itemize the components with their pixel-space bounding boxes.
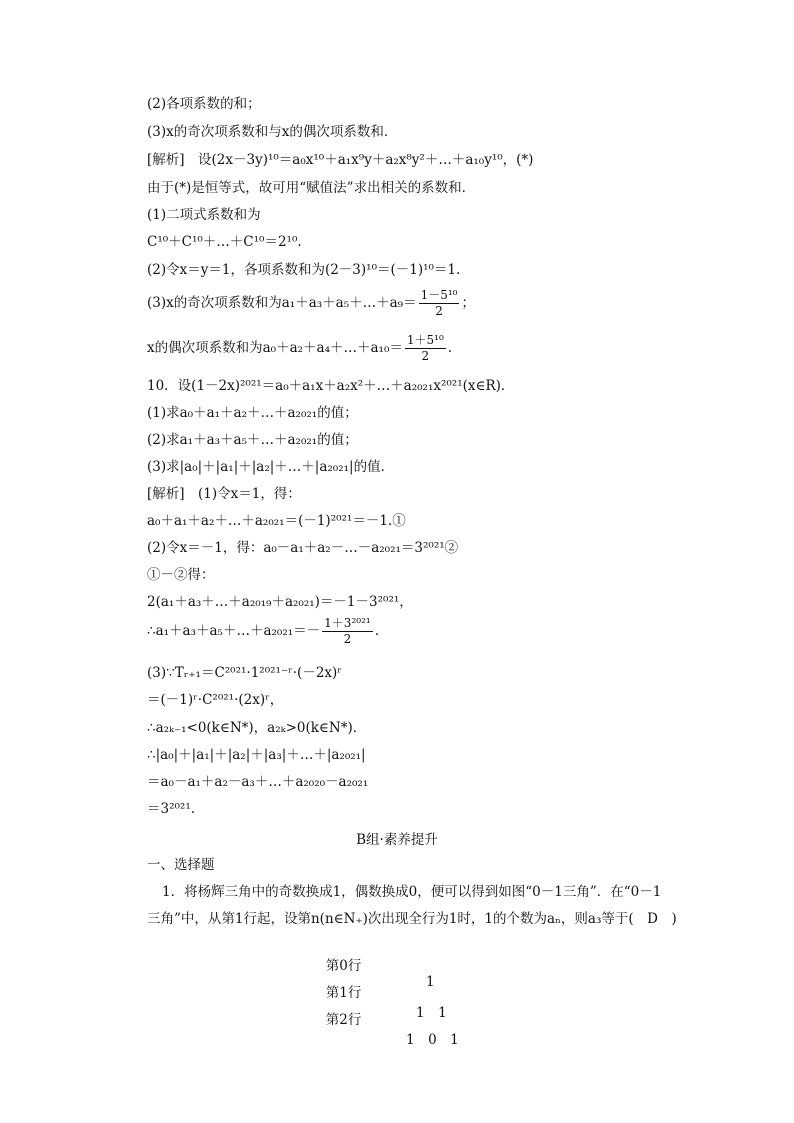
text-line: 2(a₁＋a₃＋…＋a₂₀₁₉＋a₂₀₂₁)＝－1－3²⁰²¹， [147, 594, 413, 610]
fraction-denominator: 2 [343, 632, 352, 646]
text-line: ＝3²⁰²¹. [147, 801, 196, 817]
fraction [419, 288, 460, 319]
text-line: ＝(－1)ʳ·C²⁰²¹·(2x)ʳ， [147, 692, 284, 708]
row-values: 1 [426, 974, 435, 990]
text-line: (3)x的奇次项系数和与x的偶次项系数和． [147, 124, 398, 140]
subheading: 一、选择题 [147, 857, 215, 873]
text-line: [解析] 设(2x－3y)¹⁰＝a₀x¹⁰＋a₁x⁹y＋a₂x⁸y²＋…＋a₁₀y¹⁰，(*) [147, 152, 534, 168]
fraction [405, 333, 446, 364]
formula-line [147, 333, 452, 364]
text-segment: x的偶次项系数和为a₀＋a₂＋a₄＋…＋a₁₀＝ [147, 340, 403, 356]
text-line: 10．设(1－2x)²⁰²¹＝a₀＋a₁x＋a₂x²＋…＋a₂₀₂₁x²⁰²¹(x∈R)． [147, 378, 515, 394]
row-label: 第0行 [325, 958, 362, 974]
fraction-numerator: 1－5¹⁰ [420, 288, 458, 302]
text-line: (2)令x＝y＝1，各项系数和为(2－3)¹⁰＝(－1)¹⁰＝1. [147, 262, 461, 278]
row-label: 第1行 [325, 985, 362, 1001]
fraction-numerator: 1＋5¹⁰ [406, 333, 444, 347]
section-title: B组·素养提升 [356, 832, 438, 848]
text-line: [解析] (1)令x＝1，得： [147, 486, 301, 502]
fraction-denominator: 2 [435, 304, 443, 318]
text-line: ∴|a₀|＋|a₁|＋|a₂|＋|a₃|＋…＋|a₂₀₂₁| [147, 747, 366, 763]
row-label: 第2行 [325, 1012, 362, 1028]
text-line: a₀＋a₁＋a₂＋…＋a₂₀₂₁＝(－1)²⁰²¹＝－1.① [147, 513, 406, 529]
fraction-numerator: 1＋3²⁰²¹ [324, 616, 371, 630]
text-line: (3)求|a₀|＋|a₁|＋|a₂|＋…＋|a₂₀₂₁|的值． [147, 459, 395, 475]
text-line: (1)二项式系数和为 [147, 207, 261, 223]
text-segment: . [447, 340, 453, 356]
formula-line [147, 616, 379, 647]
fraction-denominator: 2 [421, 349, 430, 363]
text-line: (2)各项系数的和； [147, 96, 261, 112]
formula-line [147, 288, 475, 319]
text-segment: (3)x的奇次项系数和为a₁＋a₃＋a₅＋…＋a₉＝ [147, 295, 417, 311]
row-values: 1 1 [416, 1005, 447, 1021]
question-line-2: 三角”中，从第1行起，设第n(n∈N₊)次出现全行为1时，1的个数为aₙ，则a₃等于( D ) [147, 911, 677, 927]
text-line: 由于(*)是恒等式，故可用“赋值法”求出相关的系数和． [147, 180, 476, 196]
text-segment: . [374, 623, 379, 639]
text-line: (1)求a₀＋a₁＋a₂＋…＋a₂₀₂₁的值； [147, 405, 358, 421]
text-line: (2)求a₁＋a₃＋a₅＋…＋a₂₀₂₁的值； [147, 432, 358, 448]
row-values: 1 0 1 [406, 1032, 459, 1048]
text-line: (2)令x＝－1，得：a₀－a₁＋a₂－…－a₂₀₂₁＝3²⁰²¹② [147, 540, 459, 556]
text-line: C¹⁰＋C¹⁰＋…＋C¹⁰＝2¹⁰. [147, 234, 302, 250]
text-line: ＝a₀－a₁＋a₂－a₃＋…＋a₂₀₂₀－a₂₀₂₁ [147, 774, 369, 790]
text-segment: ； [461, 295, 475, 311]
question-line-1: 1．将杨辉三角中的奇数换成1，偶数换成0，便可以得到如图“0－1三角”．在“0－1 [162, 884, 662, 900]
fraction [322, 616, 373, 647]
text-segment: ∴a₁＋a₃＋a₅＋…＋a₂₀₂₁＝－ [147, 623, 321, 639]
text-line: ①－②得： [147, 567, 215, 583]
text-line: (3)∵Tᵣ₊₁＝C²⁰²¹·1²⁰²¹⁻ʳ·(－2x)ʳ [147, 665, 342, 681]
text-line: ∴a₂ₖ₋₁<0(k∈N*)，a₂ₖ>0(k∈N*)． [147, 720, 367, 736]
